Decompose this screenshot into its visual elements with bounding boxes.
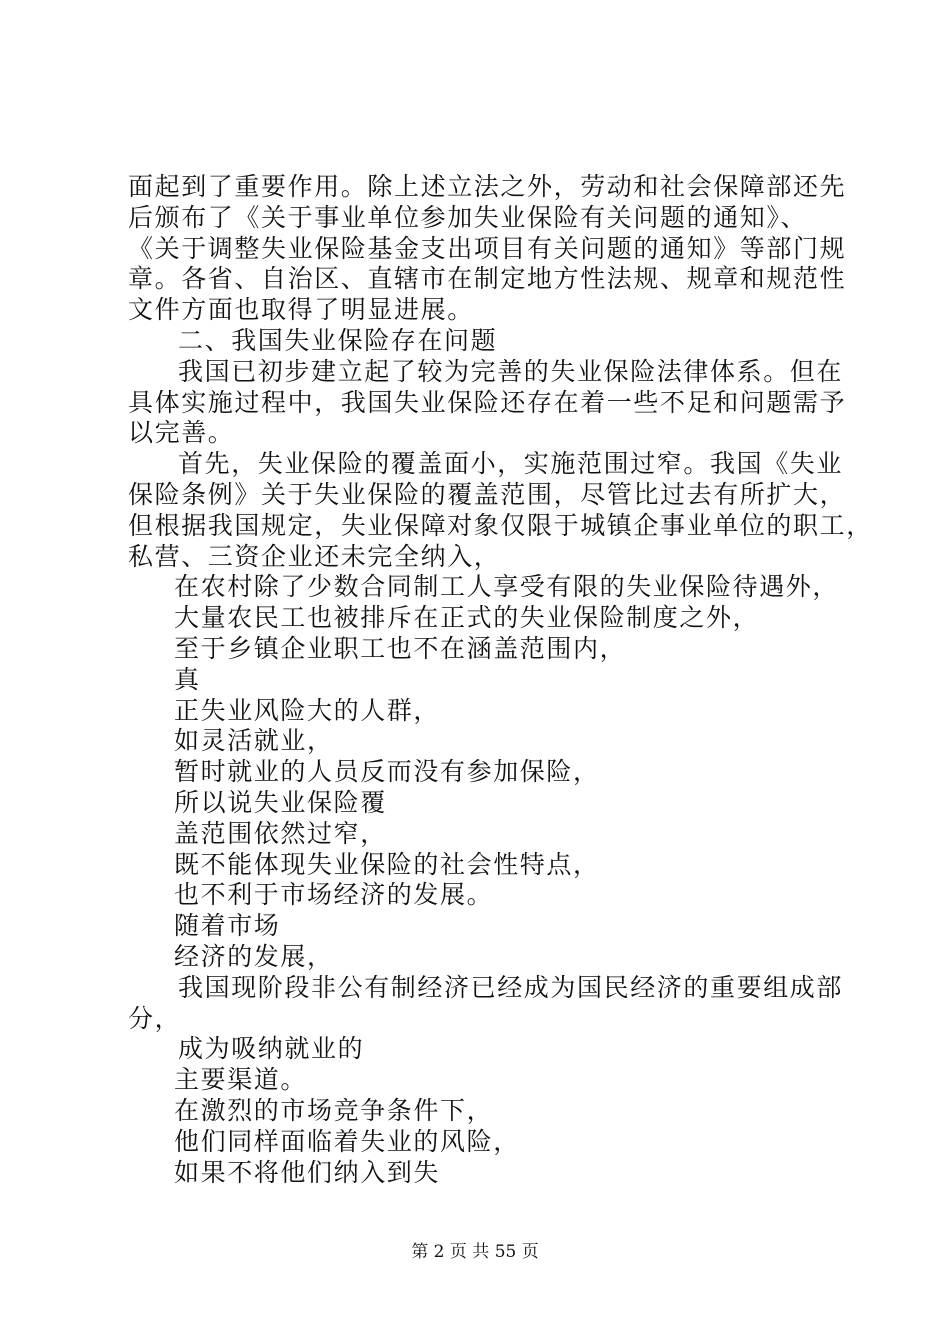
- text-line: 章。各省、自治区、直辖市在制定地方性法规、规章和规范性: [128, 264, 847, 294]
- text-line: 如灵活就业，: [174, 726, 334, 756]
- text-line: 《关于调整失业保险基金支出项目有关问题的通知》等部门规: [128, 233, 847, 263]
- text-line: 以完善。: [128, 418, 235, 448]
- text-line: 保险条例》关于失业保险的覆盖范围，尽管比过去有所扩大，: [128, 479, 847, 509]
- text-line: 私营、三资企业还未完全纳入，: [128, 541, 501, 571]
- text-line: 具体实施过程中，我国失业保险还存在着一些不足和问题需予: [128, 387, 847, 417]
- text-line: 在激烈的市场竞争条件下，: [174, 1095, 494, 1125]
- text-line: 如果不将他们纳入到失: [174, 1157, 441, 1187]
- text-line: 我国现阶段非公有制经济已经成为国民经济的重要组成部: [178, 972, 844, 1002]
- text-line: 成为吸纳就业的: [178, 1034, 365, 1064]
- page-footer: [0, 1241, 950, 1263]
- text-line: 既不能体现失业保险的社会性特点，: [174, 849, 600, 879]
- text-line: 但根据我国规定，失业保障对象仅限于城镇企事业单位的职工，: [128, 510, 873, 540]
- text-line: 经济的发展，: [174, 941, 334, 971]
- text-line: 首先，失业保险的覆盖面小，实施范围过窄。我国《失业: [178, 449, 844, 479]
- text-line: 真: [174, 664, 201, 694]
- text-line: 他们同样面临着失业的风险，: [174, 1126, 520, 1156]
- document-body: [128, 172, 873, 1188]
- text-line: 至于乡镇企业职工也不在涵盖范围内，: [174, 633, 627, 663]
- text-line: 在农村除了少数合同制工人享受有限的失业保险待遇外，: [174, 572, 840, 602]
- text-line: 分，: [128, 1003, 182, 1033]
- text-line: 正失业风险大的人群，: [174, 695, 441, 725]
- text-line: 文件方面也取得了明显进展。: [128, 295, 474, 325]
- text-line: 也不利于市场经济的发展。: [174, 880, 494, 910]
- text-line: 主要渠道。: [174, 1065, 308, 1095]
- text-line: 随着市场: [174, 911, 281, 941]
- text-line: 所以说失业保险覆: [174, 787, 387, 817]
- text-line: 面起到了重要作用。除上述立法之外，劳动和社会保障部还先: [128, 172, 847, 201]
- text-line: 大量农民工也被排斥在正式的失业保险制度之外，: [174, 603, 760, 633]
- text-line: 后颁布了《关于事业单位参加失业保险有关问题的通知》、: [128, 202, 808, 232]
- text-line: 盖范围依然过窄，: [174, 818, 387, 848]
- page-number-label: 第 2 页 共 55 页: [411, 1242, 539, 1262]
- text-line: 暂时就业的人员反而没有参加保险，: [174, 757, 600, 787]
- text-line: 我国已初步建立起了较为完善的失业保险法律体系。但在: [178, 356, 844, 386]
- section-heading: 二、我国失业保险存在问题: [178, 325, 498, 355]
